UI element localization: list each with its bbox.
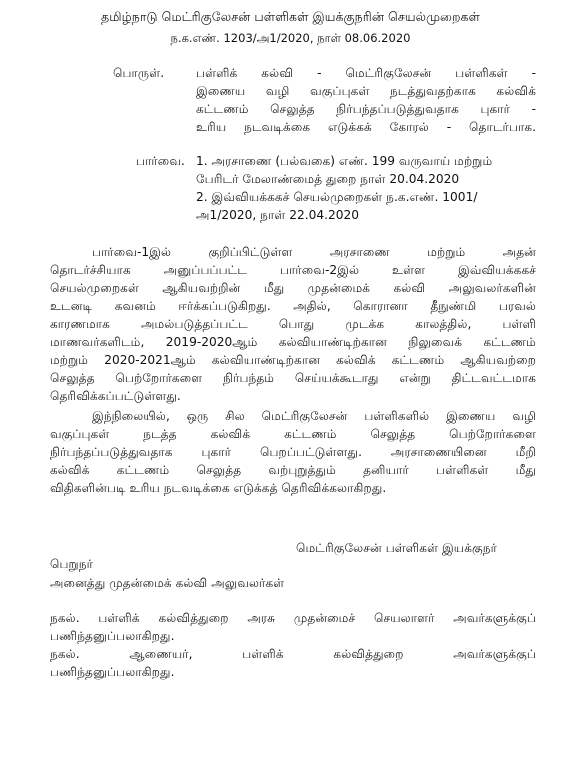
signatory: மெட்ரிகுலேசன் பள்ளிகள் இயக்குநர் bbox=[296, 541, 497, 555]
body-paragraph-1 bbox=[50, 243, 536, 405]
copy-line: பணிந்தனுப்பலாகிறது. bbox=[50, 629, 175, 643]
reference-line: பேரிடர் மேலாண்மைத் துறை நாள் 20.04.2020 bbox=[196, 172, 460, 186]
copy-to-1 bbox=[50, 609, 536, 645]
body-paragraph-2 bbox=[50, 407, 536, 497]
paragraph-line: காரணமாக அமல்படுத்தப்பட்ட பொது முடக்க காலத்தில், பள்ளி bbox=[50, 317, 536, 331]
references-text bbox=[196, 152, 536, 224]
copy-line: நகல். பள்ளிக் கல்வித்துறை அரசு முதன்மைச் செயலாளர் அவர்களுக்குப் bbox=[50, 611, 536, 625]
paragraph-line: நிர்பந்தப்படுத்துவதாக புகார் பெறப்பட்டுள்ளது. அரசாணையினை மீறி bbox=[50, 445, 536, 459]
reference-number: ந.க.எண். 1203/அ1/2020, நாள் 08.06.2020 bbox=[170, 31, 411, 45]
copy-line: பணிந்தனுப்பலாகிறது. bbox=[50, 665, 175, 679]
paragraph-line: இந்நிலையில், ஒரு சில மெட்ரிகுலேசன் பள்ளிகளில் இணைய வழி bbox=[92, 409, 536, 423]
paragraph-line: மாணவர்களிடம், 2019-2020ஆம் கல்வியாண்டிற்கான நிலுவைக் கட்டணம் bbox=[50, 335, 536, 349]
paragraph-line: உடனடி கவனம் ஈர்க்கப்படுகிறது. அதில், கொரானா தீநுண்மி பரவல் bbox=[50, 299, 536, 313]
paragraph-line: பார்வை-1இல் குறிப்பிட்டுள்ள அரசாணை மற்றும் அதன் bbox=[92, 245, 536, 259]
office-title: தமிழ்நாடு மெட்ரிகுலேசன் பள்ளிகள் இயக்குநரின் செயல்முறைகள் bbox=[101, 9, 480, 24]
paragraph-line: தொடர்ச்சியாக அனுப்பப்பட்ட பார்வை-2இல் உள்ள இவ்வியக்ககச் bbox=[50, 263, 536, 277]
paragraph-line: செலுத்த பெற்றோர்களை நிர்பந்தம் செய்யக்கூடாது என்று திட்டவட்டமாக bbox=[50, 371, 536, 385]
paragraph-line: செயல்முறைகள் ஆகியவற்றின் மீது முதன்மைக் கல்வி அலுவலர்களின் bbox=[50, 281, 536, 295]
subject-line: இணைய வழி வகுப்புகள் நடத்துவதற்காக கல்விக் bbox=[196, 84, 536, 98]
references-label: பார்வை. bbox=[136, 154, 185, 168]
paragraph-line: வகுப்புகள் நடத்த கல்விக் கட்டணம் செலுத்த பெற்றோர்களை bbox=[50, 427, 536, 441]
paragraph-line: கல்விக் கட்டணம் செலுத்த வற்புறுத்தும் தனியார் பள்ளிகள் மீது bbox=[50, 463, 536, 477]
recipient-label: பெறுநர் bbox=[50, 557, 93, 571]
recipient-value: அனைத்து முதன்மைக் கல்வி அலுவலர்கள் bbox=[50, 576, 285, 590]
reference-line: 2. இவ்வியக்ககச் செயல்முறைகள் ந.க.எண். 1001/ bbox=[196, 190, 478, 204]
subject-line: உரிய நடவடிக்கை எடுக்கக் கோரல் - தொடர்பாக. bbox=[196, 120, 536, 134]
reference-line: 1. அரசாணை (பல்வகை) எண். 199 வருவாய் மற்றும் bbox=[196, 154, 493, 168]
copy-to-2 bbox=[50, 645, 536, 681]
paragraph-line: தெரிவிக்கப்பட்டுள்ளது. bbox=[50, 389, 181, 403]
subject-text bbox=[196, 64, 536, 136]
subject-line: கட்டணம் செலுத்த நிர்பந்தப்படுத்துவதாக புகார் - bbox=[196, 102, 536, 116]
subject-line: பள்ளிக் கல்வி - மெட்ரிகுலேசன் பள்ளிகள் - bbox=[196, 66, 536, 80]
reference-line: அ1/2020, நாள் 22.04.2020 bbox=[196, 208, 360, 222]
paragraph-line: மற்றும் 2020-2021ஆம் கல்வியாண்டிற்கான கல்விக் கட்டணம் ஆகியவற்றை bbox=[50, 353, 536, 367]
subject-label: பொருள். bbox=[113, 66, 165, 80]
paragraph-line: விதிகளின்படி உரிய நடவடிக்கை எடுக்கத் தெரிவிக்கலாகிறது. bbox=[50, 481, 387, 495]
copy-line: நகல். ஆணையர், பள்ளிக் கல்வித்துறை அவர்களுக்குப் bbox=[50, 647, 536, 661]
